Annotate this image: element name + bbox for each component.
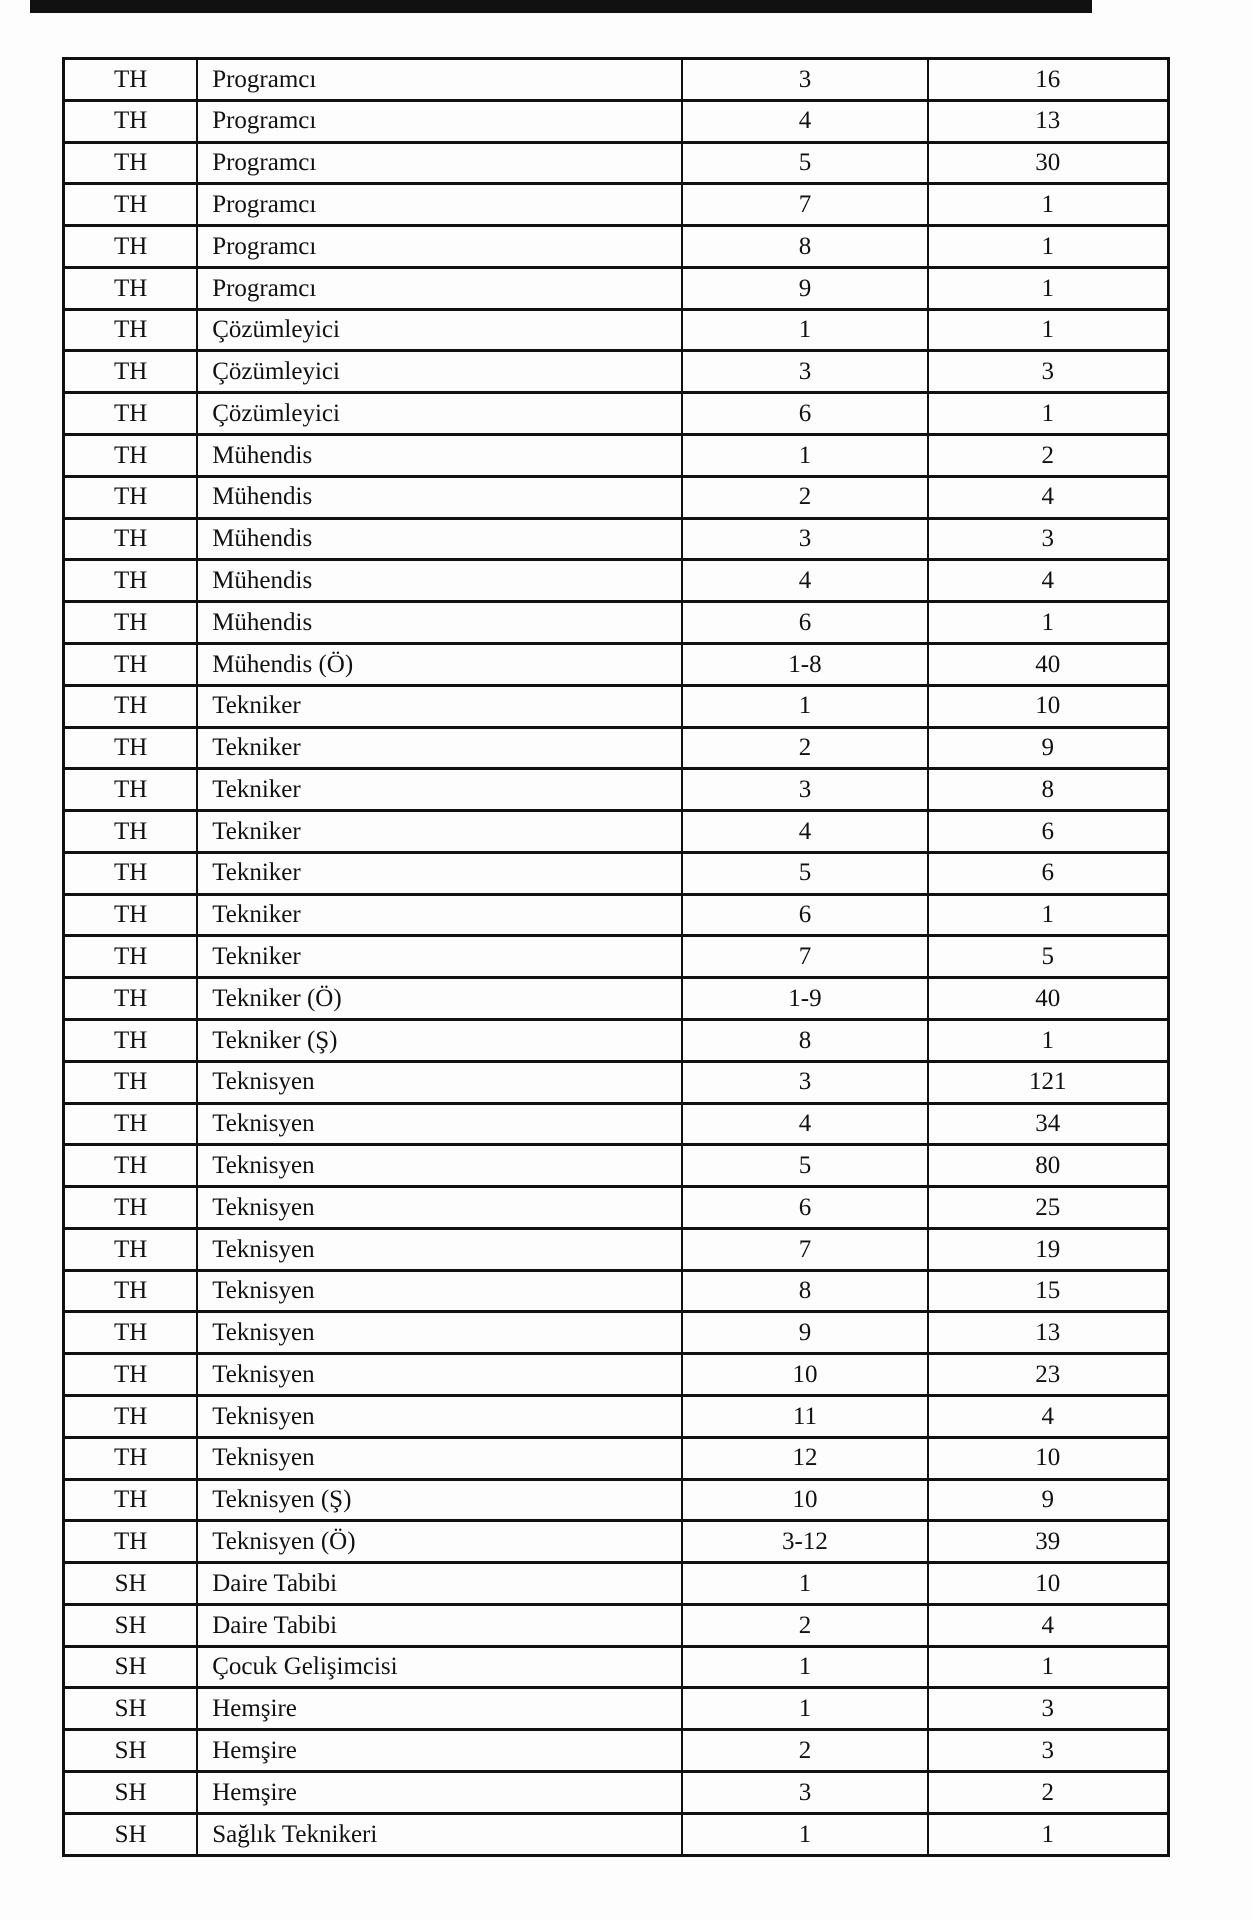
grade-cell: 5 [682,852,927,894]
count-cell: 40 [928,978,1169,1020]
count-cell: 4 [928,560,1169,602]
class-code-cell: TH [64,309,198,351]
grade-cell: 1-8 [682,643,927,685]
title-cell: Programcı [197,226,682,268]
class-code-cell: TH [64,142,198,184]
title-cell: Tekniker (Ş) [197,1019,682,1061]
title-cell: Teknisyen [197,1145,682,1187]
grade-cell: 3 [682,769,927,811]
count-cell: 121 [928,1061,1169,1103]
count-cell: 4 [928,1396,1169,1438]
count-cell: 1 [928,393,1169,435]
class-code-cell: TH [64,1270,198,1312]
table-row [64,643,1169,685]
class-code-cell: TH [64,1479,198,1521]
grade-cell: 10 [682,1354,927,1396]
grade-cell: 5 [682,1145,927,1187]
grade-cell: 2 [682,476,927,518]
class-code-cell: TH [64,769,198,811]
class-code-cell: TH [64,351,198,393]
count-cell: 25 [928,1187,1169,1229]
count-cell: 23 [928,1354,1169,1396]
class-code-cell: TH [64,59,198,101]
class-code-cell: SH [64,1646,198,1688]
title-cell: Tekniker [197,811,682,853]
title-cell: Programcı [197,267,682,309]
count-cell: 2 [928,435,1169,477]
title-cell: Teknisyen [197,1103,682,1145]
count-cell: 13 [928,100,1169,142]
count-cell: 30 [928,142,1169,184]
class-code-cell: TH [64,894,198,936]
class-code-cell: TH [64,1061,198,1103]
grade-cell: 1 [682,435,927,477]
table-row [64,309,1169,351]
grade-cell: 7 [682,184,927,226]
table-row [64,1521,1169,1563]
class-code-cell: TH [64,685,198,727]
grade-cell: 8 [682,1019,927,1061]
class-code-cell: SH [64,1563,198,1605]
table-row [64,1813,1169,1855]
title-cell: Hemşire [197,1688,682,1730]
title-cell: Teknisyen [197,1437,682,1479]
class-code-cell: TH [64,226,198,268]
count-cell: 39 [928,1521,1169,1563]
title-cell: Mühendis [197,476,682,518]
class-code-cell: TH [64,393,198,435]
title-cell: Teknisyen [197,1354,682,1396]
count-cell: 3 [928,351,1169,393]
table-row [64,184,1169,226]
table-row [64,226,1169,268]
title-cell: Çocuk Gelişimcisi [197,1646,682,1688]
table-row [64,1479,1169,1521]
count-cell: 3 [928,1688,1169,1730]
table-row [64,1563,1169,1605]
count-cell: 2 [928,1772,1169,1814]
title-cell: Hemşire [197,1730,682,1772]
class-code-cell: TH [64,1437,198,1479]
table-row [64,1312,1169,1354]
grade-cell: 8 [682,1270,927,1312]
grade-cell: 3-12 [682,1521,927,1563]
class-code-cell: TH [64,1396,198,1438]
class-code-cell: TH [64,1145,198,1187]
title-cell: Çözümleyici [197,393,682,435]
class-code-cell: TH [64,852,198,894]
grade-cell: 8 [682,226,927,268]
table-row [64,685,1169,727]
count-cell: 40 [928,643,1169,685]
grade-cell: 4 [682,560,927,602]
grade-cell: 1 [682,685,927,727]
grade-cell: 7 [682,936,927,978]
class-code-cell: TH [64,267,198,309]
grade-cell: 1 [682,1646,927,1688]
table-row [64,560,1169,602]
count-cell: 1 [928,1813,1169,1855]
count-cell: 34 [928,1103,1169,1145]
title-cell: Mühendis [197,602,682,644]
grade-cell: 4 [682,1103,927,1145]
title-cell: Daire Tabibi [197,1563,682,1605]
count-cell: 1 [928,226,1169,268]
grade-cell: 1 [682,1563,927,1605]
table-row [64,727,1169,769]
title-cell: Tekniker [197,852,682,894]
grade-cell: 11 [682,1396,927,1438]
class-code-cell: SH [64,1688,198,1730]
title-cell: Mühendis [197,518,682,560]
class-code-cell: TH [64,476,198,518]
title-cell: Tekniker [197,727,682,769]
table-row [64,936,1169,978]
title-cell: Programcı [197,184,682,226]
class-code-cell: TH [64,100,198,142]
table-row [64,100,1169,142]
title-cell: Teknisyen [197,1396,682,1438]
title-cell: Tekniker [197,936,682,978]
grade-cell: 6 [682,393,927,435]
table-row [64,1145,1169,1187]
grade-cell: 4 [682,100,927,142]
title-cell: Tekniker [197,685,682,727]
count-cell: 10 [928,1563,1169,1605]
class-code-cell: SH [64,1772,198,1814]
class-code-cell: TH [64,1103,198,1145]
title-cell: Tekniker (Ö) [197,978,682,1020]
table-row [64,769,1169,811]
grade-cell: 3 [682,1772,927,1814]
grade-cell: 5 [682,142,927,184]
grade-cell: 6 [682,1187,927,1229]
grade-cell: 6 [682,602,927,644]
table-row [64,1688,1169,1730]
table-row [64,1103,1169,1145]
class-code-cell: TH [64,560,198,602]
table-row [64,1396,1169,1438]
class-code-cell: TH [64,1228,198,1270]
count-cell: 1 [928,894,1169,936]
count-cell: 9 [928,727,1169,769]
count-cell: 5 [928,936,1169,978]
grade-cell: 3 [682,351,927,393]
grade-cell: 9 [682,1312,927,1354]
title-cell: Tekniker [197,894,682,936]
grade-cell: 7 [682,1228,927,1270]
title-cell: Programcı [197,100,682,142]
title-cell: Programcı [197,142,682,184]
count-cell: 1 [928,1019,1169,1061]
grade-cell: 1 [682,309,927,351]
title-cell: Hemşire [197,1772,682,1814]
count-cell: 6 [928,852,1169,894]
count-cell: 15 [928,1270,1169,1312]
positions-table-body [64,59,1169,1856]
table-row [64,393,1169,435]
table-row [64,1019,1169,1061]
table-row [64,59,1169,101]
grade-cell: 3 [682,59,927,101]
title-cell: Daire Tabibi [197,1604,682,1646]
title-cell: Mühendis [197,560,682,602]
class-code-cell: TH [64,1187,198,1229]
grade-cell: 6 [682,894,927,936]
count-cell: 4 [928,476,1169,518]
table-row [64,1061,1169,1103]
grade-cell: 3 [682,1061,927,1103]
table-row [64,811,1169,853]
table-row [64,1772,1169,1814]
count-cell: 1 [928,267,1169,309]
grade-cell: 1-9 [682,978,927,1020]
table-row [64,1646,1169,1688]
grade-cell: 10 [682,1479,927,1521]
class-code-cell: TH [64,727,198,769]
count-cell: 3 [928,518,1169,560]
table-row [64,1354,1169,1396]
scan-artifact-bar [30,0,1092,13]
class-code-cell: TH [64,936,198,978]
count-cell: 16 [928,59,1169,101]
table-row [64,476,1169,518]
title-cell: Teknisyen (Ş) [197,1479,682,1521]
count-cell: 3 [928,1730,1169,1772]
grade-cell: 4 [682,811,927,853]
table-row [64,142,1169,184]
count-cell: 1 [928,1646,1169,1688]
count-cell: 10 [928,685,1169,727]
class-code-cell: TH [64,1019,198,1061]
table-row [64,1228,1169,1270]
table-row [64,602,1169,644]
title-cell: Teknisyen (Ö) [197,1521,682,1563]
table-row [64,267,1169,309]
class-code-cell: TH [64,435,198,477]
grade-cell: 12 [682,1437,927,1479]
count-cell: 1 [928,184,1169,226]
title-cell: Mühendis (Ö) [197,643,682,685]
title-cell: Teknisyen [197,1228,682,1270]
count-cell: 13 [928,1312,1169,1354]
table-row [64,852,1169,894]
count-cell: 1 [928,309,1169,351]
grade-cell: 3 [682,518,927,560]
count-cell: 19 [928,1228,1169,1270]
grade-cell: 2 [682,1604,927,1646]
table-row [64,518,1169,560]
grade-cell: 9 [682,267,927,309]
title-cell: Mühendis [197,435,682,477]
title-cell: Programcı [197,59,682,101]
positions-table [62,57,1170,1857]
grade-cell: 2 [682,727,927,769]
title-cell: Tekniker [197,769,682,811]
table-row [64,1270,1169,1312]
class-code-cell: SH [64,1604,198,1646]
class-code-cell: TH [64,811,198,853]
count-cell: 10 [928,1437,1169,1479]
title-cell: Teknisyen [197,1312,682,1354]
title-cell: Teknisyen [197,1187,682,1229]
class-code-cell: TH [64,184,198,226]
table-row [64,435,1169,477]
count-cell: 9 [928,1479,1169,1521]
title-cell: Teknisyen [197,1270,682,1312]
title-cell: Sağlık Teknikeri [197,1813,682,1855]
title-cell: Çözümleyici [197,351,682,393]
table-row [64,978,1169,1020]
grade-cell: 1 [682,1813,927,1855]
table-row [64,1604,1169,1646]
class-code-cell: TH [64,602,198,644]
table-row [64,351,1169,393]
grade-cell: 1 [682,1688,927,1730]
grade-cell: 2 [682,1730,927,1772]
class-code-cell: TH [64,1521,198,1563]
count-cell: 1 [928,602,1169,644]
class-code-cell: TH [64,1312,198,1354]
table-row [64,1187,1169,1229]
class-code-cell: TH [64,1354,198,1396]
count-cell: 80 [928,1145,1169,1187]
class-code-cell: SH [64,1730,198,1772]
class-code-cell: TH [64,518,198,560]
table-row [64,1437,1169,1479]
table-row [64,1730,1169,1772]
class-code-cell: TH [64,978,198,1020]
class-code-cell: TH [64,643,198,685]
class-code-cell: SH [64,1813,198,1855]
title-cell: Teknisyen [197,1061,682,1103]
title-cell: Çözümleyici [197,309,682,351]
count-cell: 8 [928,769,1169,811]
table-row [64,894,1169,936]
count-cell: 4 [928,1604,1169,1646]
count-cell: 6 [928,811,1169,853]
